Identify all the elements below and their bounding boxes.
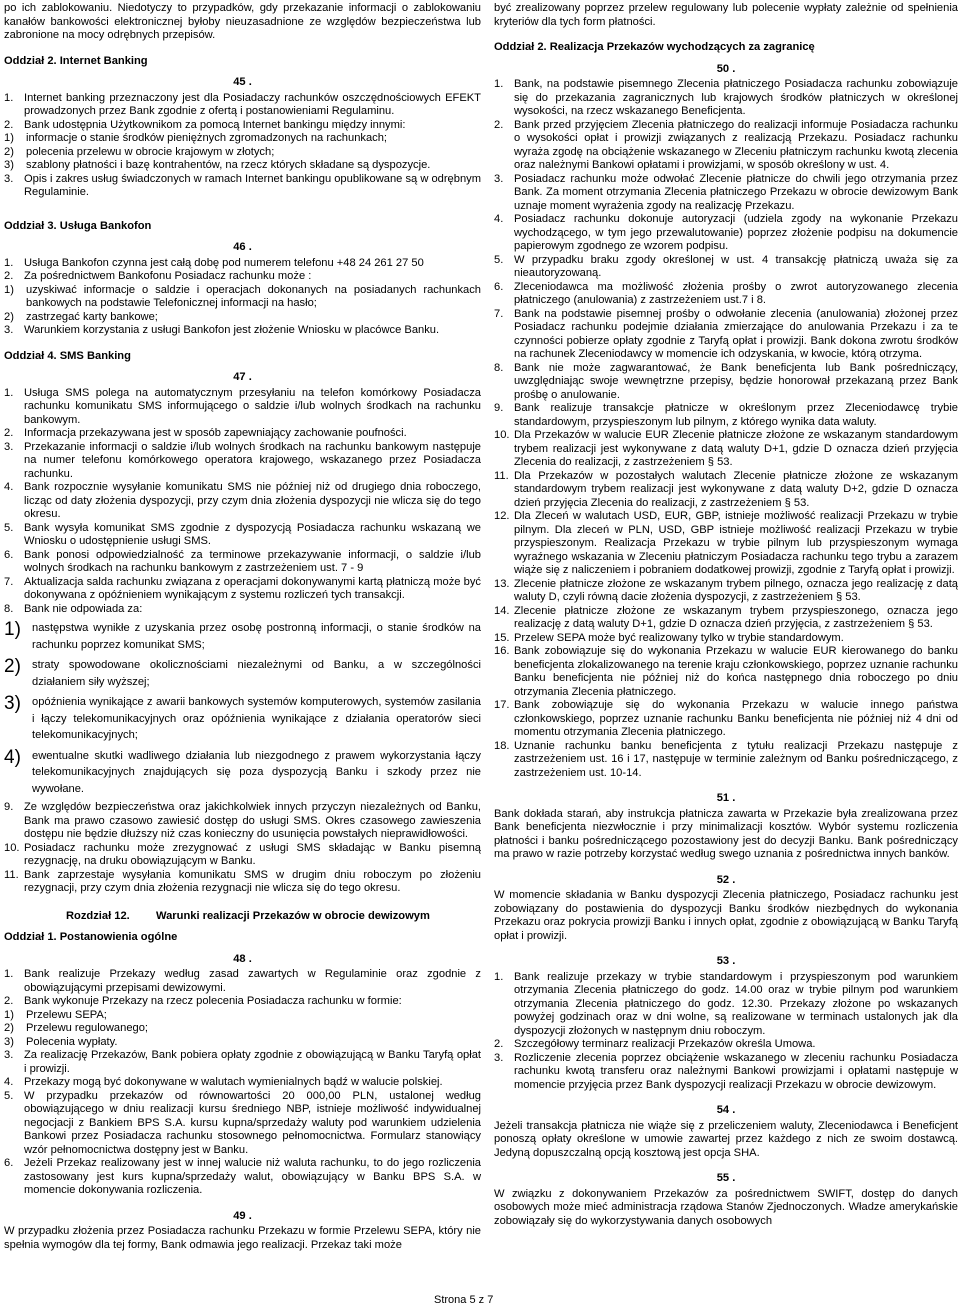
left-column (4, 2, 481, 1252)
paragraph-number-49: 49 . (233, 1209, 252, 1222)
item-number: 4. (4, 1076, 14, 1088)
p50-item-13 (494, 578, 958, 605)
item-number: 4. (494, 213, 504, 225)
p47-item-1 (4, 387, 481, 428)
p55-text: W związku z dokonywaniem Przekazów za pośrednictwem SWIFT, dostęp do danych osobowych może mieć administracja rządowa Stanów Zjednoczonych. Władze amerykańskie zobowiązały się do wykorzystywania danych osobowych (494, 1187, 958, 1227)
item-text: Za pośrednictwem Bankofonu Posiadacz rachunku może : (24, 270, 312, 282)
p53-item-1 (494, 971, 958, 1039)
item-number: 1) (4, 1008, 14, 1021)
item-text: Bank na podstawie pisemnej prośby o odwołanie zlecenia (anulowania) złożonej przez Posiadacz rachunku podejmie działania zmierzające do anulowania Przekazu i za te czynności pobierze opłaty zgodnie z Taryfą opłat i prowizji. Bank dokona zwrotu środków na rachunek Zleceniodawcy w momencie ich odzyskania, w kwocie, którą otrzyma. (514, 307, 958, 360)
p50-item-12 (494, 510, 958, 578)
p50-item-6 (494, 281, 958, 308)
item-number: 10. (494, 429, 510, 441)
item-text: Warunkiem korzystania z usługi Bankofon jest złożenie Wniosku w placówce Banku. (24, 324, 440, 336)
item-text: Dla Przekazów w pozostałych walutach Zlecenie płatnicze złożone ze wskazanym standardowym trybem realizacji jest wykonywane z datą waluty D+2, gdzie D oznacza dzień przyjęcia Zlecenia do realizacji, z zastrzeżeniem § 53. (514, 469, 958, 509)
item-text: Zleceniodawca ma możliwość złożenia prośby o zwrot autoryzowanego zlecenia płatniczego (anulowania) z zastrzeżeniem ust.7 i 8. (514, 280, 958, 306)
item-text: Ze względów bezpieczeństwa oraz jakichkolwiek innych przyczyn niezależnych od Banku, Bank ma prawo czasowo zawiesić dostęp do usługi SMS. Okres czasowego zawieszenia dostępu nie będzie dłuższy niż czas konieczny do usunięcia powstałych nieprawidłowości. (24, 801, 481, 840)
right-column (494, 2, 958, 1228)
item-text: Polecenia wypłaty. (26, 1035, 118, 1048)
p45-sub-2 (4, 146, 481, 160)
item-number: 1) (4, 283, 14, 296)
item-number: 2) (4, 310, 14, 323)
item-text: Bank ponosi odpowiedzialność za terminowe przekazywanie informacji, o saldzie i/lub wolnych środkach na rachunku bankowym z zastrzeżeniem ust. 7 - 9 (24, 548, 481, 574)
p45-item-2 (4, 119, 481, 133)
item-number: 3. (4, 324, 14, 336)
item-text: informacje o stanie środków pieniężnych zgromadzonych na rachunkach; (26, 132, 388, 144)
p47-item-5 (4, 522, 481, 549)
item-number: 14. (494, 604, 510, 617)
item-number: 4. (4, 481, 14, 493)
item-text: Bank zobowiązuje się do wykonania Przekazu w walucie innego państwa członkowskiego, poprzez uznanie rachunku Banku beneficjenta nie później niż 4 dni od momentu otrzymania Zlecenia płatniczego. (514, 699, 958, 738)
p47-item-11 (4, 869, 481, 896)
p50-item-8 (494, 362, 958, 403)
item-text: W przypadku braku zgody określonej w ust. 4 transakcję płatniczą uważa się za nieautoryzowaną. (514, 253, 958, 279)
p47-big-3 (4, 694, 481, 744)
item-text: Dla Zleceń w walutach USD, EUR, GBP, istnieje możliwość realizacji Przekazu w trybie pilnym. Dla zleceń w PLN, USD, GBP istnieje możliwość realizacji Przekazu w trybie przyspieszonym. Realizacja Przekazu w trybie pilnym lub przyspieszonym wymaga wyraźnego wskazania w Zleceniu płatniczym Posiadacza rachunku tego trybu a zarazem wiąże się z naliczeniem i pobraniem dodatkowej prowizji, zgodnie z Taryfą opłat i prowizji. (514, 510, 958, 576)
item-number: 3) (4, 1035, 14, 1048)
item-number: 3. (4, 172, 14, 185)
item-text: Przekazanie informacji o saldzie i/lub wolnych środkach na rachunku bankowym następuje na numer telefonu komórkowego operatora krajowego, wskazanego przez Posiadacza rachunku. (24, 440, 481, 480)
chapter-name: Warunki realizacji Przekazów w obrocie dewizowym (156, 909, 430, 922)
item-number: 6. (494, 280, 504, 293)
item-number: 1. (494, 970, 504, 983)
p50-item-18 (494, 740, 958, 781)
p50-item-14 (494, 605, 958, 632)
paragraph-number-50: 50 . (716, 62, 736, 75)
item-number: 11. (494, 469, 509, 482)
item-text: Bank realizuje transakcje płatnicze w określonym przez Zleceniodawcę trybie standardowym, przyspieszonym lub pilnym, z którego wynika data waluty. (514, 402, 958, 428)
item-text: Informacja przekazywana jest w sposób zapewniający zachowanie poufności. (24, 427, 407, 439)
paragraph-number-51: 51 . (716, 792, 736, 804)
p47-item-2 (4, 427, 481, 441)
item-number: 2. (494, 118, 504, 131)
item-number: 4) (4, 746, 21, 768)
item-number: 3. (4, 1049, 14, 1061)
chapter-number: Rozdział 12. (66, 909, 130, 922)
p49-text: W przypadku złożenia przez Posiadacza rachunku Przekazu w formie Przelewu SEPA, który nie spełnia wymogów dla tej formy, Bank odmawia jego realizacji. Przekaz taki może (4, 1225, 481, 1251)
item-text: Przelew SEPA może być realizowany tylko w trybie standardowym. (514, 631, 844, 644)
right-intro: być zrealizowany poprzez przelew regulowany lub polecenie wypłaty zależnie od spełnienia kryteriów dla tych form płatności. (494, 2, 958, 28)
item-number: 1. (4, 256, 14, 269)
item-text: Bank wysyła komunikat SMS zgodnie z dyspozycją Posiadacza rachunku wskazaną we Wniosku o udostępnienie usługi SMS. (24, 521, 481, 547)
item-number: 1. (4, 968, 14, 980)
chapter-12-title (4, 910, 481, 924)
p50-item-15 (494, 632, 958, 646)
section-title-bankofon: Oddział 3. Usługa Bankofon (4, 219, 152, 232)
item-text: Za realizację Przekazów, Bank pobiera opłaty zgodnie z obowiązującą w Banku Taryfą opłat i prowizji. (24, 1049, 481, 1075)
item-number: 1. (494, 78, 504, 90)
item-number: 5. (494, 253, 504, 266)
item-text: Bank udostępnia Użytkownikom za pomocą Internet bankingu między innymi: (24, 118, 406, 131)
item-number: 3. (4, 440, 14, 453)
p50-item-7 (494, 308, 958, 362)
item-number: 3. (494, 172, 504, 185)
item-number: 1) (4, 132, 14, 144)
item-text: Opis i zakres usług świadczonych w ramach Internet bankingu opublikowane są w odrębnym Regulaminie. (24, 172, 482, 198)
p47-big-2 (4, 657, 481, 690)
p45-item-1 (4, 92, 481, 119)
p50-item-1 (494, 78, 958, 119)
item-number: 2) (4, 656, 21, 677)
item-number: 1. (4, 386, 14, 399)
item-number: 8. (494, 361, 504, 374)
p50-item-17 (494, 699, 958, 740)
p47-item-10 (4, 842, 481, 869)
item-text: Posiadacz rachunku może odwołać Zlecenie płatnicze do chwili jego otrzymania przez Bank. Za moment otrzymania Zlecenia płatniczego Przekazu w obrocie dewizowym Bank uznaje moment wyrażenia zgody na realizację Przekazu. (514, 172, 958, 212)
item-text: Posiadacz rachunku dokonuje autoryzacji (udziela zgody na wykonanie Przekazu wychodzącego, w tym jego przewalutowanie) poprzez złożenie podpisu na dokumencie papierowym zgodnego ze wzorem podpisu. (514, 213, 958, 252)
item-number: 7. (4, 575, 14, 588)
item-number: 5. (4, 521, 14, 534)
item-text: Uznanie rachunku banku beneficjenta z tytułu realizacji Przekazu następuje z zastrzeżeniem ust. 16 i 17, następuje w terminie zależnym od Banku pośredniczącego, z zastrzeżeniem ust. 10-14. (514, 739, 958, 779)
item-number: 13. (494, 577, 510, 590)
item-text: Zlecenie płatnicze złożone ze wskazanym trybem pilnego, oznacza jego realizację z datą waluty D, czyli równą dacie złożenia dyspozycji, z zastrzeżeniem § 53. (514, 577, 958, 603)
item-number: 15. (494, 631, 510, 644)
item-number: 2. (494, 1038, 504, 1050)
item-text: Przelewu regulowanego; (26, 1022, 149, 1034)
section-title-outgoing-transfers: Oddział 2. Realizacja Przekazów wychodzących za zagranicę (494, 41, 815, 53)
item-text: Bank, na podstawie pisemnego Zlecenia płatniczego Posiadacza rachunku zobowiązuje się do przekazania zagranicznych lub krajowych środków płatniczych w określonej wysokości, na rzecz wskazanego Beneficjenta. (514, 78, 958, 117)
item-text: Jeżeli Przekaz realizowany jest w innej walucie niż waluta rachunku, to do jego rozliczenia zastosowany jest kurs kupna/sprzedaży walut, obowiązujący w Banku BPS S.A. w momencie dokonywania rozliczenia. (24, 1157, 481, 1196)
item-number: 12. (494, 510, 510, 522)
item-number: 3. (494, 1051, 504, 1064)
p48-sub-1 (4, 1009, 481, 1023)
item-number: 2. (4, 427, 14, 439)
item-text: Bank rozpocznie wysyłanie komunikatu SMS nie później niż od drugiego dnia roboczego, licząc od daty złożenia dyspozycji, przy czym dnia złożenia dyspozycji nie wlicza się do tego okresu. (24, 481, 481, 520)
p50-item-11 (494, 470, 958, 511)
paragraph-number-55: 55 . (716, 1172, 736, 1184)
item-number: 10. (4, 841, 20, 854)
p48-sub-3 (4, 1036, 481, 1050)
item-number: 1. (4, 91, 14, 104)
item-text: Bank nie może zagwarantować, że Bank beneficjenta lub Bank pośredniczący, uwzględniając swoje wewnętrzne przepisy, będzie honorował przekazaną przez Bank prośbę o anulowanie. (514, 361, 958, 401)
p50-item-2 (494, 119, 958, 173)
item-number: 2. (4, 118, 14, 131)
p50-item-3 (494, 173, 958, 214)
p50-item-4 (494, 213, 958, 254)
item-text: opóźnienia wynikające z awarii bankowych systemów komputerowych, systemów zasilania i łączy telekomunikacyjnych oraz opóźnienia wynikające z działania operatorów sieci telekomunikacyjnych; (32, 696, 481, 741)
p50-item-16 (494, 645, 958, 699)
item-number: 2) (4, 145, 14, 158)
item-text: Bank realizuje Przekazy według zasad zawartych w Regulaminie oraz zgodnie z obowiązującymi przepisami dewizowymi. (24, 968, 481, 994)
item-text: zastrzegać karty bankowe; (26, 310, 158, 323)
p48-sub-2 (4, 1022, 481, 1036)
p47-item-9 (4, 801, 481, 842)
p48-item-6 (4, 1157, 481, 1198)
item-text: Bank przed przyjęciem Zlecenia płatniczego do realizacji informuje Posiadacza rachunku o wysokości opłat i prowizji związanych z realizacją Przekazu. Posiadacz rachunku wyraża zgodę na obciążenie wskazanego w Zleceniu płatniczym rachunku kwotą zlecenia oraz należnymi Bankowi opłatami i prowizjami, w sposób określony w ust. 4. (514, 118, 958, 171)
item-number: 2. (4, 270, 14, 282)
p53-item-3 (494, 1052, 958, 1093)
item-number: 7. (494, 307, 504, 320)
paragraph-number-48: 48 . (233, 952, 252, 965)
p46-sub-1 (4, 284, 481, 311)
item-text: Przelewu SEPA; (26, 1008, 107, 1021)
paragraph-number-52: 52 . (716, 873, 736, 886)
item-text: straty spowodowane okolicznościami niezależnymi od Banku, a w szczególności działaniem siły wyższej; (32, 659, 481, 688)
p47-big-1 (4, 620, 481, 653)
p46-item-1 (4, 257, 481, 271)
p46-item-3 (4, 324, 481, 338)
item-number: 3) (4, 159, 14, 171)
p53-item-2 (494, 1038, 958, 1052)
item-text: Aktualizacja salda rachunku związana z operacjami dokonywanymi kartą płatniczą może być dokonywana z opóźnieniem wynikającym z systemu rozliczeń tych transakcji. (24, 575, 481, 601)
paragraph-number-46: 46 . (233, 241, 252, 253)
item-text: szablony płatności i bazę kontrahentów, na rzecz których składane są dyspozycje. (26, 159, 431, 171)
p48-item-1 (4, 968, 481, 995)
item-number: 9. (4, 801, 14, 813)
item-text: Szczegółowy terminarz realizacji Przekazów określa Umowa. (514, 1038, 816, 1050)
item-text: Przekazy mogą być dokonywane w walutach wymienialnych bądź w walucie polskiej. (24, 1076, 443, 1088)
p46-item-2 (4, 270, 481, 284)
item-number: 11. (4, 868, 19, 881)
paragraph-number-54: 54 . (716, 1104, 736, 1116)
item-number: 1) (4, 619, 21, 640)
p48-item-4 (4, 1076, 481, 1090)
paragraph-number-45: 45 . (233, 76, 252, 88)
p47-item-6 (4, 549, 481, 576)
section-title-internet-banking: Oddział 2. Internet Banking (4, 54, 148, 67)
item-text: W przypadku przekazów od równowartości 20 000,00 PLN, ustalonej według obowiązującego w dniu realizacji kursu średniego NBP, istnieje możliwość indywidualnej negocjacji z Bankiem BPS S.A. kursu kupna/sprzedaży waluty pod warunkiem udzielenia Bankowi przez Posiadacza rachunku stosownego pełnomocnictwa. Formularz stanowiący wzór pełnomocnictwa dostępny jest w Banku. (24, 1089, 481, 1156)
p51-text: Bank dokłada starań, aby instrukcja płatnicza zawarta w Przekazie była zrealizowana przez Bank beneficjenta niezwłocznie i przy minimalizacji kosztów. Wybór systemu rozliczenia płatności i banku pośredniczącego pozostawiony jest do decyzji Banku. Bank pośredniczący ma prawo w razie potrzeby korzystać według swego uznania z pośrednictwa innych banków. (494, 807, 958, 860)
item-number: 16. (494, 645, 510, 657)
p50-item-5 (494, 254, 958, 281)
item-number: 6. (4, 1157, 14, 1169)
item-number: 9. (494, 402, 504, 414)
item-number: 18. (494, 739, 510, 752)
p47-item-3 (4, 441, 481, 482)
paragraph-number-47: 47 . (233, 371, 252, 383)
section-title-general-provisions: Oddział 1. Postanowienia ogólne (4, 931, 178, 943)
p45-sub-1 (4, 132, 481, 146)
left-intro: po ich zablokowaniu. Niedotyczy to przypadków, gdy przekazanie informacji o zablokowaniu kanałów bankowości elektronicznej byłoby nieuzasadnione ze względów bezpieczeństwa lub zabronione na mocy odrębnych przepisów. (4, 2, 481, 41)
item-text: Bank nie odpowiada za: (24, 602, 143, 615)
p48-item-5 (4, 1090, 481, 1158)
item-text: Zlecenie płatnicze złożone ze wskazanym trybem przyspieszonego, oznacza jego realizację z datą waluty D+1, gdzie D oznacza dzień przyjęcia, z zastrzeżeniem § 53. (514, 604, 958, 630)
item-text: Posiadacz rachunku może zrezygnować z usługi SMS składając w Banku pisemną rezygnację, na druku obowiązującym w Banku. (24, 841, 481, 867)
item-number: 3) (4, 693, 21, 714)
p47-item-7 (4, 576, 481, 603)
item-text: Bank wykonuje Przekazy na rzecz polecenia Posiadacza rachunku w formie: (24, 995, 402, 1007)
item-text: Bank realizuje przekazy w trybie standardowym i przyspieszonym pod warunkiem otrzymania Zlecenia płatniczego do godz. 14.00 oraz w trybie pilnym pod warunkiem otrzymania Zlecenia płatniczego do godz. 12.30. Przekazy złożone po wskazanych powyżej godzinach oraz w dni wolne, są realizowane w terminach ustalonych jak dla dyspozycji złożonych w następnym dniu roboczym. (514, 970, 958, 1037)
p52-text: W momencie składania w Banku dyspozycji Zlecenia płatniczego, Posiadacz rachunku jest zobowiązany do postawienia do dyspozycji Banku środków niezbędnych do wykonania Przekazu oraz pokrycia prowizji Banku i innych opłat, zgodnie z obowiązującą w Banku Taryfą opłat i prowizji. (494, 889, 958, 942)
item-number: 5. (4, 1089, 14, 1102)
item-text: Rozliczenie zlecenia poprzez obciążenie wskazanego w zleceniu rachunku Posiadacza rachunku kwotą transferu oraz należnymi Bankowi prowizjami i opłatami następuje w momencie przyjęcia przez Bank dyspozycji realizacji Przekazu w obrocie dewizowym. (514, 1051, 958, 1091)
item-number: 6. (4, 548, 14, 561)
p46-sub-2 (4, 311, 481, 325)
p45-sub-3 (4, 159, 481, 173)
item-number: 2) (4, 1022, 14, 1034)
item-text: następstwa wynikłe z uzyskania przez osobę postronną informacji, o stanie środków na rachunku poprzez komunikat SMS; (32, 622, 481, 651)
item-number: 17. (494, 699, 510, 711)
item-text: uzyskiwać informacje o saldzie i operacjach dokonanych na posiadanych rachunkach bankowych na podstawie Telefonicznej informacji na hasło; (26, 283, 481, 309)
p47-item-4 (4, 481, 481, 522)
item-text: Usługa Bankofon czynna jest całą dobę pod numerem telefonu +48 24 261 27 50 (24, 256, 424, 269)
section-title-sms-banking: Oddział 4. SMS Banking (4, 349, 131, 362)
p48-item-3 (4, 1049, 481, 1076)
p47-big-4 (4, 748, 481, 798)
item-text: Usługa SMS polega na automatycznym przesyłaniu na telefon komórkowy Posiadacza rachunku komunikatu SMS informującego o saldzie i/lub wolnych środkach na rachunku bankowym. (24, 386, 481, 426)
p47-item-8 (4, 603, 481, 617)
item-text: Dla Przekazów w walucie EUR Zlecenie płatnicze złożone ze wskazanym standardowym trybem realizacji jest wykonywane z datą waluty D+1, gdzie D oznacza dzień przyjęcia Zlecenia do realizacji, z zastrzeżeniem § 53. (514, 429, 958, 468)
p48-item-2 (4, 995, 481, 1009)
item-text: Bank zaprzestaje wysyłania komunikatu SMS w drugim dniu roboczym po złożeniu rezygnacji, przy czym dnia złożenia rezygnacji nie wlicza się do tego okresu. (24, 868, 481, 894)
item-text: polecenia przelewu w obrocie krajowym w złotych; (26, 145, 275, 158)
item-text: Bank zobowiązuje się do wykonania Przekazu w walucie EUR kierowanego do banku beneficjenta zlokalizowanego na terenie kraju członkowskiego, poprzez uznanie rachunku Banku beneficjenta nie później niż do końca następnego dnia roboczego po dniu otrzymania Zlecenia płatniczego. (514, 645, 958, 698)
page-number-footer: Strona 5 z 7 (434, 1294, 494, 1306)
p50-item-10 (494, 429, 958, 470)
item-number: 8. (4, 602, 14, 615)
p50-item-9 (494, 402, 958, 429)
p45-item-3 (4, 173, 481, 200)
item-text: ewentualne skutki wadliwego działania lub niezgodnego z prawem wykorzystania łączy telekomunikacyjnych znajdujących się poza dyspozycją Banku i szkody przez nie wywołane. (32, 749, 481, 795)
item-number: 2. (4, 995, 14, 1007)
item-text: Internet banking przeznaczony jest dla Posiadaczy rachunków oszczędnościowych EFEKT prowadzonych przez Bank zgodnie z ofertą i postanowieniami Regulaminu. (24, 91, 481, 117)
p54-text: Jeżeli transakcja płatnicza nie wiąże się z przeliczeniem waluty, Zleceniodawca i Beneficjent ponoszą opłaty określone w umowie zawartej przez każdego z nich ze swoim dostawcą. Jedyną dopuszczalną opcją kosztową jest opcja SHA. (494, 1119, 958, 1159)
paragraph-number-53: 53 . (716, 955, 736, 967)
